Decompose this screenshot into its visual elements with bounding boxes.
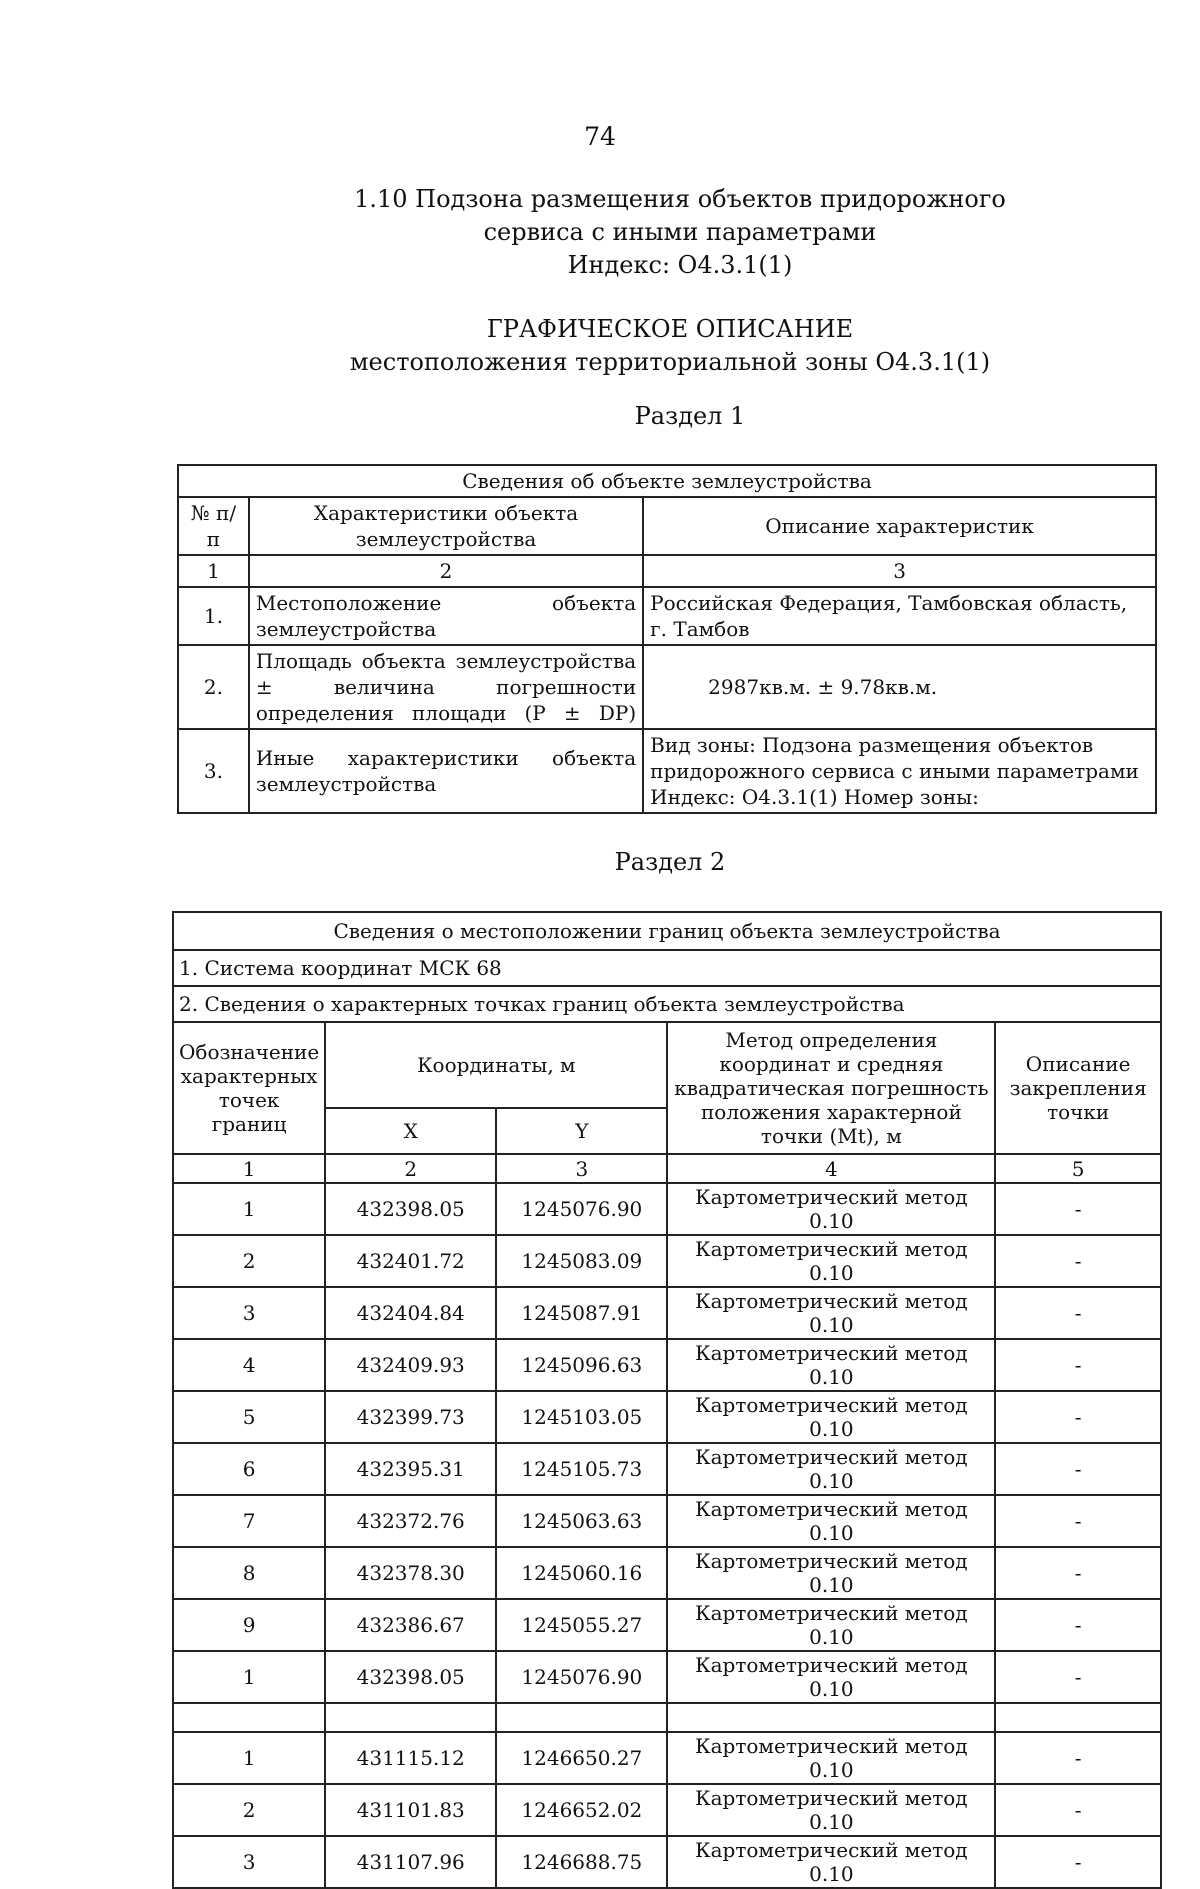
header-designation: Обозначение характерных точек границ [173, 1022, 325, 1154]
point-x: 432386.67 [325, 1599, 496, 1651]
point-y: 1245055.27 [496, 1599, 667, 1651]
point-x: 432372.76 [325, 1495, 496, 1547]
point-method: Картометрический метод 0.10 [667, 1495, 995, 1547]
point-x: 431101.83 [325, 1784, 496, 1836]
point-method: Картометрический метод 0.10 [667, 1599, 995, 1651]
point-x: 432378.30 [325, 1547, 496, 1599]
section2-title: Раздел 2 [614, 848, 726, 876]
table-row [178, 729, 1156, 813]
point-x: 432399.73 [325, 1391, 496, 1443]
graphic-title-line2: местоположения территориальной зоны О4.3.1(1) [349, 348, 991, 376]
header-num: № п/п [178, 497, 249, 555]
point-y: 1245060.16 [496, 1547, 667, 1599]
point-y: 1245105.73 [496, 1443, 667, 1495]
row-number: 3. [178, 729, 249, 813]
point-method: Картометрический метод 0.10 [667, 1235, 995, 1287]
col-number: 4 [667, 1154, 995, 1183]
point-x: 432404.84 [325, 1287, 496, 1339]
point-method: Картометрический метод 0.10 [667, 1339, 995, 1391]
row-number: 2. [178, 645, 249, 729]
points-title: 2. Сведения о характерных точках границ объекта землеустройства [173, 986, 1161, 1022]
table-row [173, 1651, 1161, 1703]
table-row [173, 1547, 1161, 1599]
section2-table-title: Сведения о местоположении границ объекта землеустройства [173, 912, 1161, 950]
row-value: Российская Федерация, Тамбовская область, г. Тамбов [643, 587, 1156, 645]
point-x: 432398.05 [325, 1183, 496, 1235]
row-value: 2987кв.м. ± 9.78кв.м. [643, 645, 1156, 729]
point-method: Картометрический метод 0.10 [667, 1287, 995, 1339]
point-x: 432409.93 [325, 1339, 496, 1391]
section1-table [177, 464, 1157, 814]
table-row [173, 1183, 1161, 1235]
point-y: 1245076.90 [496, 1183, 667, 1235]
point-method: Картометрический метод 0.10 [667, 1183, 995, 1235]
point-x: 431115.12 [325, 1732, 496, 1784]
point-y: 1245103.05 [496, 1391, 667, 1443]
point-designation: 3 [173, 1287, 325, 1339]
point-y: 1245096.63 [496, 1339, 667, 1391]
col-number: 1 [173, 1154, 325, 1183]
point-y: 1246688.75 [496, 1836, 667, 1888]
point-x: 432398.05 [325, 1651, 496, 1703]
header-description: Описание характеристик [643, 497, 1156, 555]
point-x: 431107.96 [325, 1836, 496, 1888]
row-name: Иные характеристики объекта землеустройства [249, 729, 643, 813]
header-y: Y [496, 1108, 667, 1154]
table-row [173, 1391, 1161, 1443]
point-fixing: - [995, 1287, 1161, 1339]
section1-title: Раздел 1 [634, 402, 746, 430]
graphic-description-title [140, 313, 1200, 379]
point-fixing: - [995, 1784, 1161, 1836]
point-x: 432401.72 [325, 1235, 496, 1287]
point-y: 1245076.90 [496, 1651, 667, 1703]
point-designation: 4 [173, 1339, 325, 1391]
point-method: Картометрический метод 0.10 [667, 1547, 995, 1599]
point-method: Картометрический метод 0.10 [667, 1784, 995, 1836]
section2-table [172, 911, 1162, 1889]
row-value: Вид зоны: Подзона размещения объектов придорожного сервиса с иными параметрами Индекс: О4.3.1(1) Номер зоны: [643, 729, 1156, 813]
point-fixing: - [995, 1495, 1161, 1547]
point-designation: 1 [173, 1651, 325, 1703]
point-y [496, 1703, 667, 1732]
table-row [173, 1732, 1161, 1784]
point-fixing: - [995, 1651, 1161, 1703]
table-row [173, 1784, 1161, 1836]
point-fixing: - [995, 1183, 1161, 1235]
point-designation: 8 [173, 1547, 325, 1599]
point-y: 1245087.91 [496, 1287, 667, 1339]
table-row [178, 645, 1156, 729]
coord-system: 1. Система координат МСК 68 [173, 950, 1161, 986]
zone-heading-line1: 1.10 Подзона размещения объектов придорожного [354, 185, 1006, 213]
point-fixing: - [995, 1732, 1161, 1784]
point-designation: 6 [173, 1443, 325, 1495]
col-number: 3 [496, 1154, 667, 1183]
point-designation: 9 [173, 1599, 325, 1651]
point-designation: 3 [173, 1836, 325, 1888]
point-x: 432395.31 [325, 1443, 496, 1495]
point-y: 1245063.63 [496, 1495, 667, 1547]
point-designation [173, 1703, 325, 1732]
point-designation: 2 [173, 1235, 325, 1287]
header-characteristic: Характеристики объекта землеустройства [249, 497, 643, 555]
graphic-title-line1: ГРАФИЧЕСКОЕ ОПИСАНИЕ [486, 315, 854, 343]
col-number: 3 [643, 555, 1156, 587]
col-number: 1 [178, 555, 249, 587]
point-y: 1246650.27 [496, 1732, 667, 1784]
table-row [178, 587, 1156, 645]
point-designation: 2 [173, 1784, 325, 1836]
zone-heading [180, 183, 1180, 282]
row-number: 1. [178, 587, 249, 645]
point-fixing: - [995, 1443, 1161, 1495]
point-method: Картометрический метод 0.10 [667, 1391, 995, 1443]
table-row [173, 1443, 1161, 1495]
point-method: Картометрический метод 0.10 [667, 1443, 995, 1495]
point-designation: 1 [173, 1732, 325, 1784]
point-designation: 1 [173, 1183, 325, 1235]
point-x [325, 1703, 496, 1732]
header-method: Метод определения координат и средняя квадратическая погрешность положения характерной точки (Mt), м [667, 1022, 995, 1154]
point-fixing: - [995, 1391, 1161, 1443]
col-number: 5 [995, 1154, 1161, 1183]
point-fixing: - [995, 1547, 1161, 1599]
header-fixing: Описание закрепления точки [995, 1022, 1161, 1154]
point-method [667, 1703, 995, 1732]
header-coords: Координаты, м [325, 1022, 667, 1108]
point-designation: 5 [173, 1391, 325, 1443]
table-row [173, 1836, 1161, 1888]
point-y: 1245083.09 [496, 1235, 667, 1287]
point-method: Картометрический метод 0.10 [667, 1651, 995, 1703]
row-name: Площадь объекта землеустройства ± величина погрешности определения площади (P ± DP) [249, 645, 643, 729]
point-fixing: - [995, 1599, 1161, 1651]
table-row [173, 1599, 1161, 1651]
zone-heading-line3: Индекс: О4.3.1(1) [567, 251, 793, 279]
table-row [173, 1235, 1161, 1287]
header-x: X [325, 1108, 496, 1154]
table-row [173, 1495, 1161, 1547]
table-row [173, 1703, 1161, 1732]
zone-heading-line2: сервиса с иными параметрами [483, 218, 877, 246]
point-fixing: - [995, 1836, 1161, 1888]
table-row [173, 1287, 1161, 1339]
point-method: Картометрический метод 0.10 [667, 1836, 995, 1888]
point-method: Картометрический метод 0.10 [667, 1732, 995, 1784]
section1-table-title: Сведения об объекте землеустройства [178, 465, 1156, 497]
col-number: 2 [249, 555, 643, 587]
point-fixing: - [995, 1235, 1161, 1287]
page-number: 74 [584, 122, 616, 151]
point-fixing [995, 1703, 1161, 1732]
point-fixing: - [995, 1339, 1161, 1391]
point-designation: 7 [173, 1495, 325, 1547]
table-row [173, 1339, 1161, 1391]
col-number: 2 [325, 1154, 496, 1183]
point-y: 1246652.02 [496, 1784, 667, 1836]
row-name: Местоположение объекта землеустройства [249, 587, 643, 645]
points-body [173, 1183, 1161, 1888]
